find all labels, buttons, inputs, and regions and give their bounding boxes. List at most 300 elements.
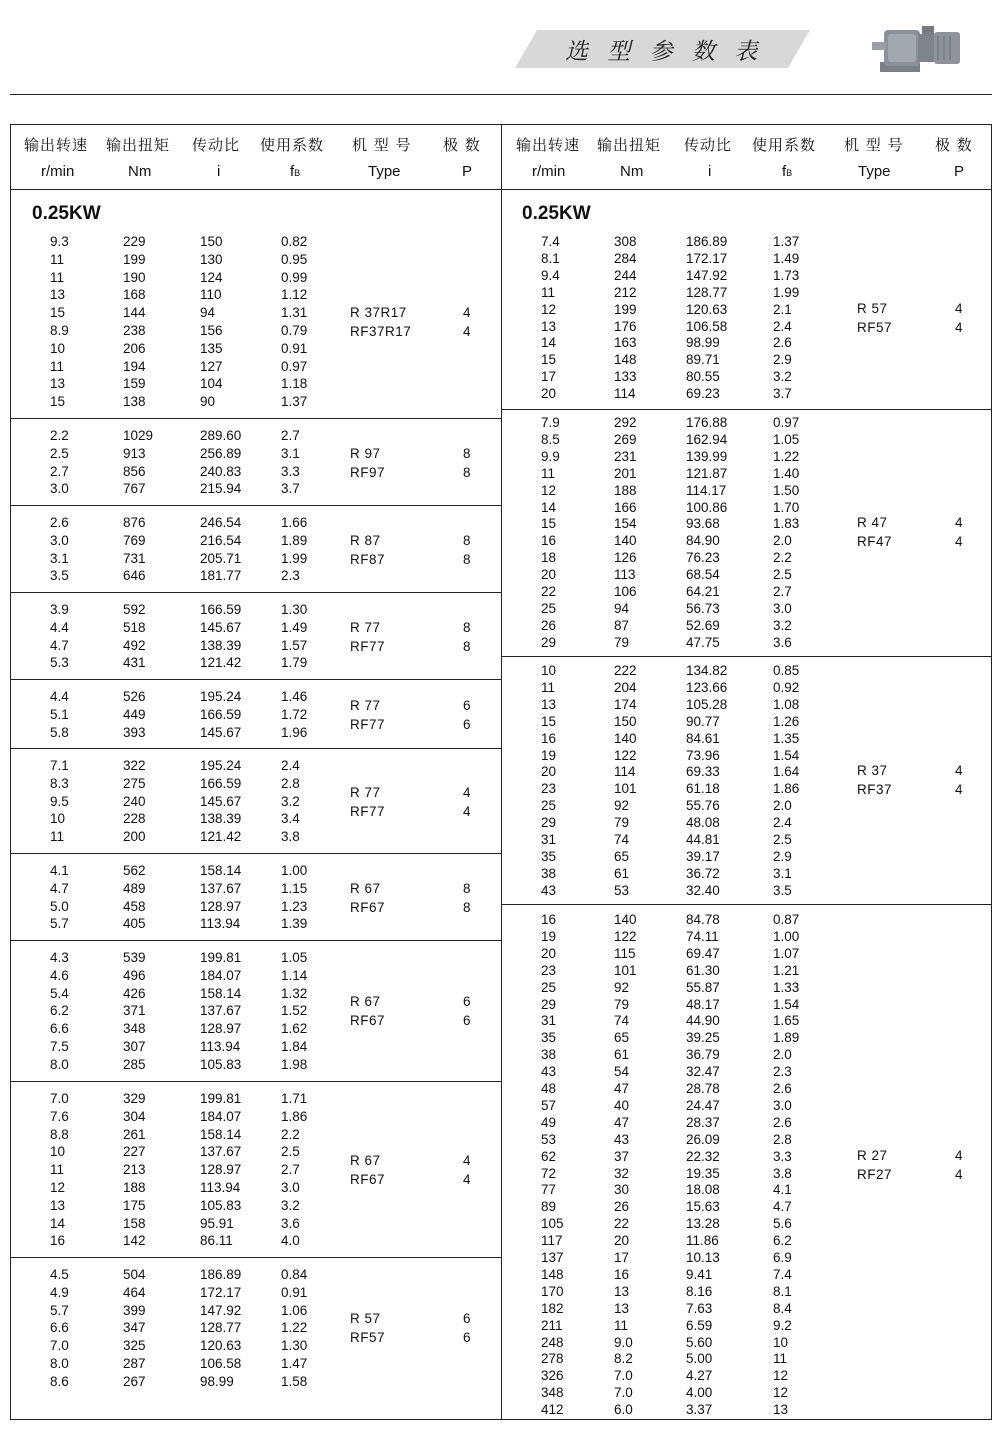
- torque-cell: 140: [614, 912, 637, 927]
- torque-cell: 504: [123, 1267, 146, 1282]
- factor-cell: 2.3: [773, 1064, 792, 1080]
- ratio-cell: 147.92: [200, 1302, 242, 1318]
- torque-cell: 154: [614, 516, 637, 532]
- torque-cell: 74: [614, 832, 630, 847]
- ratio-cell: 44.81: [686, 832, 720, 847]
- speed-cell: 89: [541, 1199, 557, 1215]
- speed-cell: 3.5: [50, 568, 69, 584]
- ratio-cell: 199.81: [200, 1091, 242, 1106]
- torque-cell: 114: [614, 386, 636, 402]
- torque-cell: 87: [614, 617, 630, 633]
- type-cell: R 67: [350, 1153, 381, 1169]
- torque-cell: 322: [123, 758, 146, 773]
- factor-cell: 2.4: [773, 815, 792, 831]
- ratio-cell: 216.54: [200, 532, 242, 548]
- speed-cell: 43: [541, 882, 557, 898]
- torque-cell: 101: [614, 962, 637, 978]
- poles-cell: 8: [463, 532, 471, 548]
- ratio-cell: 120.63: [200, 1338, 242, 1354]
- group-separator: [501, 904, 992, 905]
- ratio-cell: 145.67: [200, 724, 242, 740]
- speed-cell: 5.7: [50, 916, 69, 932]
- factor-cell: 1.07: [773, 945, 800, 961]
- ratio-cell: 52.69: [686, 617, 720, 633]
- ratio-cell: 121.87: [686, 465, 728, 481]
- torque-cell: 539: [123, 950, 146, 965]
- ratio-cell: 6.59: [686, 1317, 713, 1333]
- torque-cell: 199: [123, 251, 146, 267]
- poles-cell: 4: [955, 534, 963, 550]
- factor-cell: 2.5: [773, 567, 792, 583]
- factor-cell: 2.5: [773, 832, 792, 847]
- table-center-divider: [501, 124, 502, 1420]
- speed-cell: 11: [50, 829, 65, 845]
- torque-cell: 133: [614, 369, 637, 385]
- factor-cell: 2.7: [281, 428, 300, 443]
- factor-cell: 3.0: [773, 600, 792, 616]
- factor-cell: 1.50: [773, 482, 800, 498]
- ratio-cell: 4.00: [686, 1385, 713, 1401]
- speed-cell: 17: [541, 369, 557, 385]
- factor-cell: 0.82: [281, 234, 308, 249]
- torque-cell: 79: [614, 996, 630, 1012]
- torque-cell: 767: [123, 481, 146, 497]
- hdr-poles-cn-left: 极 数: [443, 136, 481, 154]
- torque-cell: 166: [614, 499, 637, 515]
- poles-cell: 8: [463, 619, 471, 635]
- factor-cell: 1.22: [281, 1320, 308, 1336]
- poles-cell: 4: [463, 324, 471, 339]
- factor-cell: 8.4: [773, 1300, 792, 1316]
- factor-cell: 4.1: [773, 1182, 792, 1198]
- ratio-cell: 7.63: [686, 1300, 713, 1316]
- ratio-cell: 9.41: [686, 1266, 713, 1282]
- speed-cell: 11: [541, 679, 556, 695]
- factor-cell: 1.00: [773, 928, 800, 944]
- speed-cell: 3.9: [50, 602, 69, 617]
- factor-cell: 2.5: [281, 1144, 300, 1160]
- speed-cell: 19: [541, 928, 557, 944]
- hdr-torque-unit-right: Nm: [620, 163, 644, 180]
- speed-cell: 7.0: [50, 1338, 69, 1354]
- factor-cell: 1.39: [281, 916, 308, 932]
- factor-cell: 1.33: [773, 979, 800, 995]
- speed-cell: 20: [541, 386, 557, 402]
- speed-cell: 9.9: [541, 448, 560, 464]
- ratio-cell: 246.54: [200, 515, 242, 530]
- speed-cell: 20: [541, 567, 557, 583]
- type-cell: RF67: [350, 1013, 386, 1029]
- factor-cell: 0.91: [281, 1284, 308, 1300]
- speed-cell: 3.1: [50, 550, 69, 566]
- speed-cell: 412: [541, 1402, 564, 1418]
- ratio-cell: 205.71: [200, 550, 242, 566]
- page-title: 选 型 参 数 表: [565, 39, 764, 65]
- speed-cell: 11: [50, 269, 65, 285]
- hdr-poles-en-left: P: [462, 163, 473, 180]
- ratio-cell: 69.33: [686, 764, 720, 780]
- speed-cell: 23: [541, 962, 557, 978]
- factor-cell: 3.3: [773, 1148, 792, 1164]
- torque-cell: 238: [123, 323, 146, 338]
- torque-cell: 7.0: [614, 1385, 633, 1401]
- speed-cell: 22: [541, 584, 557, 599]
- type-cell: R 77: [350, 697, 381, 713]
- speed-cell: 16: [541, 730, 557, 746]
- factor-cell: 7.4: [773, 1266, 792, 1282]
- torque-cell: 292: [614, 415, 637, 430]
- ratio-cell: 5.60: [686, 1334, 713, 1350]
- ratio-cell: 55.87: [686, 979, 720, 995]
- ratio-cell: 84.61: [686, 730, 720, 746]
- torque-cell: 405: [123, 916, 146, 932]
- speed-cell: 278: [541, 1351, 564, 1367]
- torque-cell: 199: [614, 301, 637, 317]
- speed-cell: 4.1: [50, 863, 69, 878]
- ratio-cell: 10.13: [686, 1250, 720, 1265]
- group-separator: [10, 592, 501, 593]
- ratio-cell: 84.90: [686, 533, 720, 549]
- type-cell: RF47: [857, 534, 893, 550]
- poles-cell: 6: [463, 994, 471, 1010]
- hdr-speed-cn-left: 输出转速: [24, 136, 89, 154]
- factor-cell: 0.87: [773, 912, 800, 927]
- speed-cell: 2.6: [50, 515, 69, 530]
- speed-cell: 25: [541, 798, 557, 814]
- speed-cell: 23: [541, 781, 557, 797]
- torque-cell: 201: [614, 465, 637, 481]
- speed-cell: 7.1: [50, 758, 69, 773]
- ratio-cell: 158.14: [200, 985, 242, 1001]
- factor-cell: 1.37: [281, 394, 308, 410]
- ratio-cell: 121.42: [200, 829, 242, 845]
- type-cell: R 77: [350, 619, 381, 635]
- ratio-cell: 215.94: [200, 481, 242, 497]
- ratio-cell: 114.17: [686, 482, 727, 498]
- torque-cell: 65: [614, 848, 630, 864]
- factor-cell: 1.14: [281, 967, 308, 983]
- factor-cell: 1.64: [773, 764, 800, 780]
- factor-cell: 3.0: [281, 1180, 300, 1195]
- torque-cell: 229: [123, 234, 146, 249]
- speed-cell: 170: [541, 1283, 564, 1299]
- factor-cell: 1.66: [281, 515, 308, 530]
- speed-cell: 9.3: [50, 234, 69, 249]
- speed-cell: 117: [541, 1233, 563, 1249]
- poles-cell: 4: [463, 803, 471, 819]
- ratio-cell: 19.35: [686, 1165, 720, 1181]
- torque-cell: 32: [614, 1165, 630, 1181]
- ratio-cell: 86.11: [200, 1233, 233, 1249]
- ratio-cell: 95.91: [200, 1215, 234, 1231]
- speed-cell: 10: [50, 1144, 66, 1160]
- torque-cell: 190: [123, 269, 146, 285]
- ratio-cell: 137.67: [200, 1003, 242, 1019]
- ratio-cell: 5.00: [686, 1351, 713, 1367]
- type-cell: RF77: [350, 638, 386, 654]
- ratio-cell: 32.40: [686, 882, 720, 898]
- speed-cell: 6.6: [50, 1021, 69, 1037]
- torque-cell: 393: [123, 724, 146, 740]
- ratio-cell: 121.42: [200, 655, 242, 671]
- ratio-cell: 55.76: [686, 798, 720, 814]
- gear-motor-image: [870, 22, 965, 84]
- torque-cell: 1029: [123, 428, 154, 443]
- speed-cell: 8.8: [50, 1126, 69, 1142]
- torque-cell: 53: [614, 882, 630, 898]
- poles-cell: 8: [463, 899, 471, 915]
- factor-cell: 12: [773, 1368, 789, 1384]
- hdr-factor-symbol-right: fB: [782, 163, 793, 180]
- ratio-cell: 256.89: [200, 445, 242, 461]
- factor-cell: 1.62: [281, 1021, 308, 1037]
- speed-cell: 38: [541, 1047, 557, 1063]
- torque-cell: 47: [614, 1081, 630, 1096]
- ratio-cell: 186.89: [200, 1267, 242, 1282]
- speed-cell: 7.0: [50, 1091, 69, 1106]
- hdr-speed-unit-right: r/min: [532, 163, 566, 180]
- factor-cell: 1.71: [281, 1091, 308, 1106]
- torque-cell: 138: [123, 394, 146, 410]
- speed-cell: 16: [541, 533, 557, 549]
- factor-cell: 1.84: [281, 1039, 308, 1054]
- hdr-factor-symbol-left: fB: [290, 163, 301, 180]
- ratio-cell: 150: [200, 234, 223, 249]
- factor-cell: 2.4: [773, 318, 792, 334]
- speed-cell: 7.6: [50, 1108, 69, 1124]
- type-cell: R 27: [857, 1147, 888, 1163]
- torque-cell: 228: [123, 811, 146, 827]
- ratio-cell: 76.23: [686, 550, 720, 566]
- factor-cell: 3.2: [773, 369, 792, 385]
- ratio-cell: 24.47: [686, 1097, 720, 1113]
- ratio-cell: 138.39: [200, 811, 242, 827]
- factor-cell: 1.96: [281, 724, 308, 740]
- torque-cell: 275: [123, 775, 146, 791]
- factor-cell: 3.6: [773, 634, 792, 650]
- factor-cell: 3.8: [773, 1165, 792, 1181]
- ratio-cell: 105.83: [200, 1056, 242, 1072]
- factor-cell: 1.54: [773, 996, 800, 1012]
- poles-cell: 8: [463, 464, 471, 480]
- speed-cell: 77: [541, 1182, 557, 1198]
- group-separator: [10, 1257, 501, 1258]
- poles-cell: 4: [955, 515, 963, 531]
- speed-cell: 5.3: [50, 655, 69, 671]
- poles-cell: 4: [463, 1153, 471, 1169]
- hdr-speed-unit-left: r/min: [41, 163, 75, 180]
- ratio-cell: 39.17: [686, 848, 720, 864]
- speed-cell: 15: [50, 394, 66, 410]
- hdr-torque-cn-right: 输出扭矩: [597, 136, 662, 154]
- torque-cell: 489: [123, 880, 146, 896]
- speed-cell: 72: [541, 1165, 557, 1181]
- torque-cell: 168: [123, 287, 146, 303]
- ratio-cell: 36.79: [686, 1047, 720, 1063]
- ratio-cell: 137.67: [200, 880, 242, 896]
- factor-cell: 2.8: [281, 775, 300, 791]
- torque-cell: 856: [123, 463, 146, 479]
- torque-cell: 231: [614, 448, 637, 464]
- factor-cell: 2.6: [773, 1114, 792, 1130]
- group-separator: [501, 656, 992, 657]
- torque-cell: 562: [123, 863, 146, 878]
- ratio-cell: 124: [200, 269, 223, 285]
- speed-cell: 13: [541, 696, 557, 712]
- factor-cell: 0.85: [773, 663, 800, 678]
- speed-cell: 12: [50, 1180, 66, 1195]
- factor-cell: 1.58: [281, 1373, 308, 1389]
- factor-cell: 2.9: [773, 352, 792, 368]
- ratio-cell: 28.37: [686, 1114, 720, 1130]
- speed-cell: 248: [541, 1334, 564, 1350]
- factor-cell: 1.98: [281, 1056, 308, 1072]
- factor-cell: 1.47: [281, 1356, 308, 1371]
- speed-cell: 29: [541, 996, 557, 1012]
- torque-cell: 7.0: [614, 1368, 633, 1384]
- torque-cell: 287: [123, 1356, 146, 1371]
- torque-cell: 492: [123, 637, 146, 653]
- torque-cell: 37: [614, 1148, 630, 1164]
- speed-cell: 12: [541, 482, 557, 498]
- factor-cell: 2.2: [281, 1126, 300, 1142]
- type-cell: RF37R17: [350, 324, 412, 339]
- ratio-cell: 22.32: [686, 1148, 720, 1164]
- group-separator: [10, 1081, 501, 1082]
- torque-cell: 114: [614, 764, 636, 780]
- torque-cell: 13: [614, 1283, 630, 1299]
- hdr-poles-cn-right: 极 数: [935, 136, 973, 154]
- hdr-type-en-left: Type: [368, 163, 401, 180]
- factor-cell: 1.99: [281, 550, 308, 566]
- factor-cell: 1.37: [773, 234, 800, 249]
- ratio-cell: 100.86: [686, 499, 728, 515]
- factor-cell: 0.84: [281, 1267, 308, 1282]
- speed-cell: 11: [50, 251, 65, 267]
- factor-cell: 1.46: [281, 689, 308, 704]
- factor-cell: 4.0: [281, 1233, 300, 1249]
- torque-cell: 140: [614, 533, 637, 549]
- poles-cell: 4: [955, 319, 963, 335]
- torque-cell: 426: [123, 985, 146, 1001]
- speed-cell: 8.0: [50, 1056, 69, 1072]
- ratio-cell: 181.77: [200, 568, 242, 584]
- torque-cell: 399: [123, 1302, 146, 1318]
- factor-cell: 1.21: [773, 962, 800, 978]
- factor-cell: 1.49: [773, 250, 800, 266]
- factor-cell: 2.7: [773, 584, 792, 599]
- torque-cell: 194: [123, 358, 146, 374]
- torque-cell: 200: [123, 829, 146, 845]
- ratio-cell: 127: [200, 358, 223, 374]
- hdr-factor-cn-right: 使用系数: [752, 136, 817, 154]
- type-cell: RF67: [350, 1172, 386, 1188]
- speed-cell: 25: [541, 979, 557, 995]
- speed-cell: 15: [50, 305, 66, 321]
- hdr-type-en-right: Type: [858, 163, 891, 180]
- factor-cell: 2.6: [773, 335, 792, 351]
- poles-cell: 8: [463, 880, 471, 896]
- speed-cell: 5.1: [50, 706, 69, 722]
- group-separator: [501, 409, 992, 410]
- torque-cell: 458: [123, 898, 146, 914]
- factor-cell: 1.05: [281, 950, 308, 965]
- speed-cell: 8.0: [50, 1356, 69, 1371]
- torque-cell: 174: [614, 696, 637, 712]
- ratio-cell: 130: [200, 251, 223, 267]
- speed-cell: 15: [541, 713, 557, 729]
- factor-cell: 6.9: [773, 1250, 792, 1265]
- ratio-cell: 195.24: [200, 758, 242, 773]
- torque-cell: 65: [614, 1030, 630, 1046]
- torque-cell: 913: [123, 445, 146, 461]
- ratio-cell: 113.94: [200, 1039, 241, 1054]
- factor-cell: 2.0: [773, 798, 792, 814]
- poles-cell: 4: [463, 1172, 471, 1188]
- ratio-cell: 195.24: [200, 689, 242, 704]
- torque-cell: 101: [614, 781, 637, 797]
- ratio-cell: 90.77: [686, 713, 720, 729]
- ratio-cell: 15.63: [686, 1199, 720, 1215]
- ratio-cell: 74.11: [686, 928, 719, 944]
- factor-cell: 1.52: [281, 1003, 308, 1019]
- type-cell: RF97: [350, 464, 386, 480]
- torque-cell: 13: [614, 1300, 630, 1316]
- torque-cell: 284: [614, 250, 637, 266]
- torque-cell: 148: [614, 352, 637, 368]
- ratio-cell: 98.99: [686, 335, 720, 351]
- speed-cell: 13: [541, 318, 557, 334]
- torque-cell: 876: [123, 515, 146, 530]
- speed-cell: 10: [50, 811, 66, 827]
- poles-cell: 4: [955, 782, 963, 798]
- factor-cell: 1.57: [281, 637, 308, 653]
- ratio-cell: 156: [200, 323, 223, 338]
- factor-cell: 10: [773, 1334, 789, 1350]
- speed-cell: 4.4: [50, 689, 69, 704]
- type-cell: RF27: [857, 1166, 893, 1182]
- ratio-cell: 199.81: [200, 950, 242, 965]
- poles-cell: 8: [463, 638, 471, 654]
- torque-cell: 518: [123, 619, 146, 635]
- factor-cell: 3.1: [281, 445, 300, 461]
- torque-cell: 126: [614, 550, 637, 566]
- ratio-cell: 44.90: [686, 1013, 720, 1029]
- speed-cell: 6.2: [50, 1003, 69, 1019]
- hdr-ratio-symbol-left: i: [217, 163, 221, 180]
- hdr-type-cn-left: 机 型 号: [352, 136, 412, 154]
- hdr-ratio-cn-right: 传动比: [684, 136, 733, 154]
- factor-cell: 0.97: [281, 358, 308, 374]
- speed-cell: 12: [541, 301, 557, 317]
- speed-cell: 10: [541, 663, 557, 678]
- ratio-cell: 69.47: [686, 945, 720, 961]
- ratio-cell: 47.75: [686, 634, 720, 650]
- ratio-cell: 69.23: [686, 386, 720, 402]
- torque-cell: 122: [614, 928, 637, 944]
- torque-cell: 769: [123, 532, 146, 548]
- ratio-cell: 110: [200, 287, 222, 303]
- ratio-cell: 113.94: [200, 1180, 241, 1195]
- speed-cell: 7.4: [541, 234, 560, 249]
- ratio-cell: 145.67: [200, 793, 242, 809]
- factor-cell: 1.12: [281, 287, 308, 303]
- poles-cell: 4: [463, 305, 471, 320]
- speed-cell: 35: [541, 848, 557, 864]
- torque-cell: 92: [614, 798, 630, 814]
- speed-cell: 5.8: [50, 724, 69, 740]
- ratio-cell: 8.16: [686, 1283, 713, 1299]
